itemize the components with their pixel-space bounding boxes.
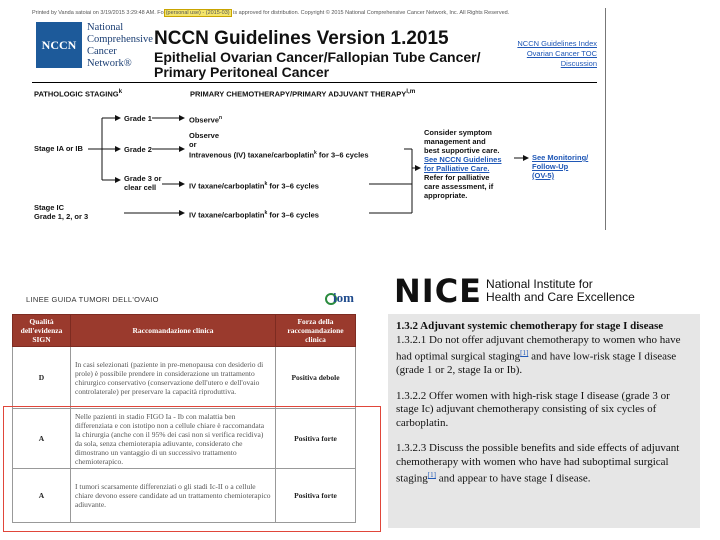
iv-taxane-option-1-sup: k [314,150,317,156]
observe-label: Observe [189,131,220,140]
stage-ia-ib: Stage IA or IB [34,144,83,153]
nccn-logo-mark: NCCN [36,22,82,68]
nice-section-heading: 1.3.2 Adjuvant systemic chemotherapy for stage I disease [396,320,664,332]
treatment-observe-sup: n [219,115,223,121]
consider-line: appropriate. [424,191,468,200]
table-row [13,347,356,409]
iv-taxane-option-1 [189,149,369,160]
nice-org-name [486,278,635,304]
row-text: I tumori scarsamente differenziati o gli stadi Ic-II o a cellule chiare devono essere candidate ad un trattamento chemioterapico adiuvante. [71,469,276,523]
stage-ic-grades: Grade 1, 2, or 3 [34,212,89,221]
recommendation-table [12,314,356,523]
monitoring-line: See Monitoring/ [532,153,589,162]
consider-line: management and [424,137,486,146]
print-notice-pre: Printed by Vanda satoiai on 3/19/2015 3:29:48 AM. Fo [32,10,164,16]
row-sign: A [13,469,71,523]
palliative-care-link-2[interactable]: for Palliative Care. [424,164,490,173]
pathologic-staging-text: PATHOLOGIC STAGING [34,89,119,99]
print-notice-highlight: (personal use) - (2015-03) [165,10,230,16]
discussion-link[interactable]: Discussion [560,59,597,68]
nice-header [388,268,700,314]
logo-word: National [87,22,124,33]
guidelines-index-link[interactable]: NCCN Guidelines Index [517,39,597,48]
treatment-observe-text: Observe [189,115,220,125]
row-force: Positiva forte [276,469,356,523]
guideline-version-title: NCCN Guidelines Version 1.2015 [154,28,449,49]
row-text: In casi selezionati (paziente in pre-menopausa con desiderio di prole) è possibile prendere in considerazione un trattamento chirurgico conservativo (conservazione dell'utero e dell'ovaio controlaterale) per preservare la capacità riproduttiva. [71,347,276,409]
palliative-care-link[interactable]: See NCCN Guidelines [424,155,502,164]
table-header-row [13,315,356,347]
table-row [13,469,356,523]
aiom-logo [325,290,354,306]
row-force: Positiva debole [276,347,356,409]
pathologic-staging-sup: k [118,88,123,95]
nice-rec-1-text-b: and have low-risk stage I disease (grade 1 or 2, stage Ia or Ib). [396,350,677,377]
italian-guideline-title: LINEE GUIDA TUMORI DELL'OVAIO [26,295,159,304]
nice-recommendations [388,314,700,528]
treatment-observe [189,114,222,125]
monitoring-line: (OV-5) [532,171,555,180]
monitoring-line: Follow-Up [532,162,569,171]
consider-symptom-box [424,128,502,200]
grade-3 [124,174,162,192]
logo-word: Comprehensive [87,34,153,45]
nice-rec-1-3-2-2: 1.3.2.2 Offer women with high-risk stage I disease (grade 3 or stage Ic) adjuvant chemotherapy consisting of six cycles of carboplatin. [396,389,670,429]
stage-ic-label: Stage IC [34,203,65,212]
iv-taxane-option-3-cycles: for 3–6 cycles [267,210,319,220]
logo-word: Cancer [87,46,117,57]
table-row [13,409,356,469]
consider-line: Consider symptom [424,128,492,137]
treatment-observe-or [189,131,369,160]
nice-rec-1-text-a: 1.3.2.1 Do not offer adjuvant chemotherapy to women who have had optimal surgical staging [396,333,681,363]
grade-2: Grade 2 [124,145,152,154]
print-notice-post: is approved for distribution. Copyright © 2015 National Comprehensive Cancer Network, Inc. All Rights Reserved. [231,10,510,16]
flow-connectors [24,8,606,230]
footnote-link-icon[interactable]: [1] [427,471,436,480]
nccn-guideline-panel [24,8,606,230]
or-label: or [189,140,197,149]
iv-taxane-option-2-text: IV taxane/carboplatin [189,181,265,191]
iv-taxane-option-1-cycles: for 3–6 cycles [316,150,369,160]
iv-taxane-option-2-sup: k [264,181,268,187]
grade-3-label: Grade 3 or [124,174,162,183]
iv-taxane-option-2 [189,180,319,191]
nice-logo: NICE [394,272,483,310]
grade-3-clear-cell: clear cell [124,183,157,192]
monitoring-followup-link[interactable] [532,153,588,180]
row-sign: A [13,409,71,469]
consider-line: care assessment, if [424,182,494,191]
guideline-subtitle-2: Primary Peritoneal Cancer [154,64,330,80]
iv-taxane-option-3 [189,209,319,220]
consider-line: best supportive care. [424,146,500,155]
primary-chemo-text: PRIMARY CHEMOTHERAPY/PRIMARY ADJUVANT THERAPY [190,89,407,99]
row-text: Nelle pazienti in stadio FIGO Ia - Ib con malattia ben differenziata e con istotipo non a cellule chiare è raccomandata la chirurgia (anche con il 95% dei casi non si verifica recidiva) da sola, senza chemioterapia adiuvante, considerato che dimostrano un vantaggio di un successivo trattamento chemioterapico. [71,409,276,469]
row-sign: D [13,347,71,409]
grade-1: Grade 1 [124,114,152,123]
iv-taxane-option-3-text: IV taxane/carboplatin [189,210,265,220]
stage-ic [34,203,88,221]
col-header-force: Forza della raccomandazione clinica [276,315,356,347]
iv-taxane-option-1-text: Intravenous (IV) taxane/carboplatin [189,150,315,160]
guideline-subtitle-1: Epithelial Ovarian Cancer/Fallopian Tube Cancer/ [154,49,481,65]
ovarian-toc-link[interactable]: Ovarian Cancer TOC [526,49,597,58]
nice-rec-3-text-a: 1.3.2.3 Discuss the possible benefits and side effects of adjuvant chemotherapy with women who have had suboptimal surgical staging [396,442,680,485]
row-force: Positiva forte [276,409,356,469]
nice-rec-3-text-b: and appear to have stage I disease. [435,472,591,485]
footnote-link-icon[interactable]: [1] [520,349,529,357]
col-header-recommendation: Raccomandazione clinica [71,315,276,347]
nice-rec-1-3-2-1 [396,334,692,378]
consider-line: Refer for palliative [424,173,490,182]
logo-word: Network® [87,58,132,69]
primary-chemo-sup: l,m [406,88,416,95]
nice-org-line-2: Health and Care Excellence [486,290,635,304]
nice-rec-1-3-2-3 [396,442,692,486]
col-header-sign: Qualità dell'evidenza SIGN [13,315,71,347]
iv-taxane-option-2-cycles: for 3–6 cycles [267,181,319,191]
aiom-logo-text: iom [333,290,354,305]
iv-taxane-option-3-sup: k [264,210,268,216]
nice-org-line-1: National Institute for [486,277,593,291]
